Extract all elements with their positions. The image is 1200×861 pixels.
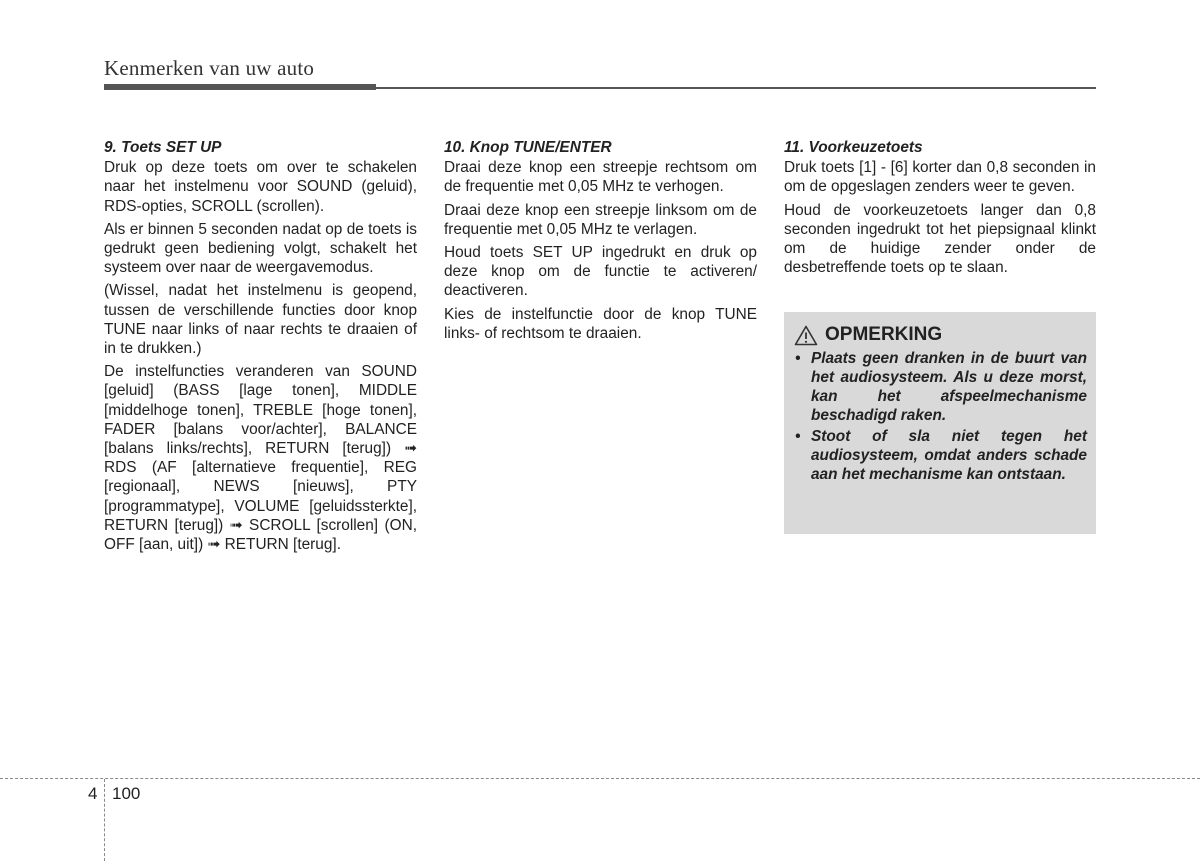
column-tune-enter <box>444 138 757 347</box>
page-title: Kenmerken van uw auto <box>104 56 315 80</box>
footer-dashed-rule <box>0 778 1200 779</box>
paragraph: Houd de voorkeuzetoets langer dan 0,8 seconden ingedrukt tot het piepsignaal klinkt om de huidige zender onder de desbetreffende toets op te slaan. <box>784 201 1096 277</box>
note-item <box>793 427 1087 484</box>
paragraph: Kies de instelfunctie door de knop TUNE links- of rechtsom te draaien. <box>444 305 757 342</box>
paragraph: Houd toets SET UP ingedrukt en druk op deze knop om de functie te activeren/ deactiveren. <box>444 244 757 300</box>
bullet: • <box>795 428 801 445</box>
paragraph: Draai deze knop een streepje rechtsom om de frequentie met 0,05 MHz te verhogen. <box>444 159 757 196</box>
paragraph: Als er binnen 5 seconden nadat op de toets is gedrukt geen bediening volgt, schakelt het systeem over naar de weergavemodus. <box>104 220 417 277</box>
note-title: OPMERKING <box>825 324 943 345</box>
paragraph: De instelfuncties veranderen van SOUND [geluid] (BASS [lage tonen], MIDDLE [middelhoge tonen], TREBLE [hoge tonen], FADER [balans voor/achter], BALANCE [balans links/rechts], RETURN [terug]) ➟ RDS (AF [alternatieve frequentie], REG [regionaal], NEWS [nieuws], PTY [programmatype], VOLUME [geluidssterkte], RETURN [terug]) ➟ SCROLL [scrollen] (ON, OFF [aan, uit]) ➟ RETURN [terug]. <box>104 363 417 554</box>
note-item-text: Plaats geen dranken in de buurt van het audiosysteem. Als u deze morst, kan het afspeelmechanisme beschadigd raken. <box>811 350 1087 424</box>
header-rule-thick <box>104 84 376 90</box>
paragraph: Druk op deze toets om over te schakelen naar het instelmenu voor SOUND (geluid), RDS-opties, SCROLL (scrollen). <box>104 159 417 215</box>
section-heading-voorkeuzetoets: 11. Voorkeuzetoets <box>784 139 923 156</box>
warning-triangle-icon <box>794 325 818 346</box>
section-heading-set-up: 9. Toets SET UP <box>104 139 222 156</box>
chapter-number: 4 <box>88 784 98 803</box>
bullet: • <box>795 350 801 367</box>
column-set-up <box>104 138 417 558</box>
header-rule-thin <box>376 87 1096 89</box>
note-list <box>793 349 1087 486</box>
paragraph: Druk toets [1] - [6] korter dan 0,8 seconden in om de opgeslagen zenders weer te geven. <box>784 159 1096 196</box>
note-item-text: Stoot of sla niet tegen het audiosysteem, omdat anders schade aan het mechanisme kan ontstaan. <box>811 428 1087 483</box>
note-header <box>794 324 942 346</box>
footer-dashed-divider <box>104 779 105 861</box>
page-number: 100 <box>112 784 141 803</box>
paragraph: Draai deze knop een streepje linksom om de frequentie met 0,05 MHz te verlagen. <box>444 201 757 238</box>
note-item <box>793 349 1087 425</box>
column-voorkeuzetoets <box>784 138 1096 281</box>
section-heading-tune-enter: 10. Knop TUNE/ENTER <box>444 139 612 156</box>
paragraph: (Wissel, nadat het instelmenu is geopend, tussen de verschillende functies door knop TUNE naar links of naar rechts te draaien of in te drukken.) <box>104 282 417 358</box>
note-box <box>784 312 1096 534</box>
